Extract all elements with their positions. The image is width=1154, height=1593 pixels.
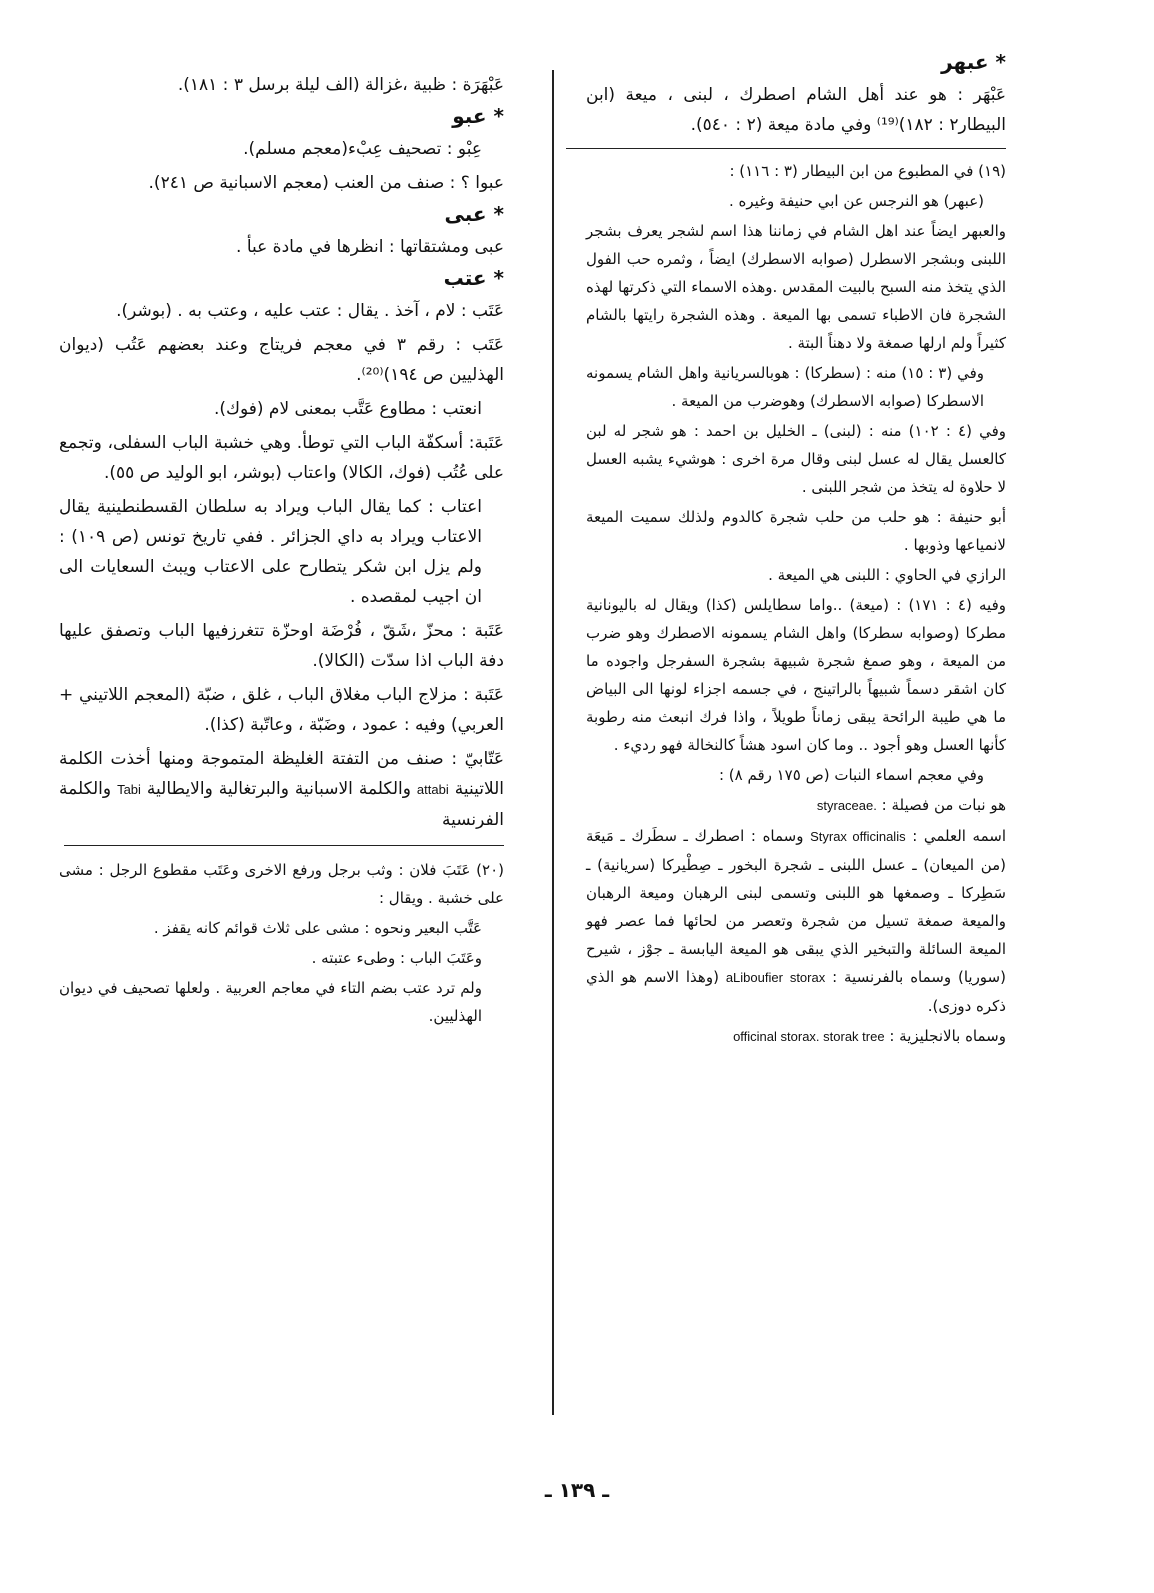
attabi-pre: عَتّابيّ : صنف من التفتة الغليظة المتموجة ومنها أخذت الكلمة اللاتينية bbox=[59, 749, 505, 799]
footnote-paragraph: وفي معجم اسماء النبات (ص ١٧٥ رقم ٨) : bbox=[718, 766, 984, 784]
family-prefix: هو نبات من فصيلة : bbox=[881, 796, 1006, 814]
entry-abhar: عَبْهَر : هو عند أهل الشام اصطرك ، لبنى ، ميعة (ابن البيطار٢ : ١٨٢)⁽¹⁹⁾ وفي مادة ميعة (٢ : ٥٤٠). bbox=[586, 85, 1006, 135]
sci-latin: Styrax officinalis bbox=[810, 829, 906, 844]
family-latin: styraceae. bbox=[816, 798, 877, 813]
right-column bbox=[586, 50, 1006, 1053]
footnote-paragraph: وفيه (٤ : ١٧١) : (ميعة) ..واما سطايلس (كذا) ويقال له باليونانية مطركا (وصوابه سطركا) واهل الشام يسمونه الاصطرك وهو ضرب من الميعة ، وهو صمغ شجرة شبيهة بشجرة السفرجل واجوده ما كان اشقر دسماً شبيهاً بالراتينج ، في جسمه اجزاء لونها الى البياض ما هي طيبة الرائحة يبقى زماناً طويلاً ، واذا فرك انبعث منه رطوبة كأنها العسل وهو أجود .. وما كان اسود هشاً كالنخالة فهو رديء . bbox=[586, 596, 1006, 754]
entry-aba: عبى ومشتقاتها : انظرها في مادة عبأ . bbox=[236, 237, 504, 257]
attabi-latin: attabi bbox=[416, 782, 449, 797]
footnote-paragraph: وفي (٣ : ١٥) منه : (سطركا) : هوبالسريانية واهل الشام يسمونه الاسطركا (صوابه الاسطرك) وهوضرب من الميعة . bbox=[586, 364, 984, 410]
footnote-paragraph: أبو حنيفة : هو حلب من حلب شجرة كالدوم ولذلك سميت الميعة لانمياعها وذوبها . bbox=[586, 508, 1006, 554]
footnote-paragraph: الرازي في الحاوي : اللبنى هي الميعة . bbox=[768, 566, 1006, 584]
entry-itab: اعتاب : كما يقال الباب ويراد به سلطان القسطنطينية يقال الاعتاب ويراد به داي الجزائر . ففي تاريخ تونس (ص ١٠٩) : ولم يزل ابن شكر يتطارح على الاعتاب ويبث السعايات الى ان اجيب لمقصده . bbox=[59, 497, 482, 607]
entry-ataba-1: عَتَبة: أسكفّة الباب التي توطأ. وهي خشبة الباب السفلى، وتجمع على عُتُب (فوك، الكالا) واعتاب (بوشر، ابو الوليد ص ٥٥). bbox=[59, 433, 504, 483]
storax-latin: storax bbox=[789, 970, 826, 985]
footnote-scientific-name bbox=[586, 822, 1006, 1020]
entry-abw-1: عِبْو : تصحيف عِبْء(معجم مسلم). bbox=[243, 139, 482, 159]
entry-abhara: عَبْهَرَة : ظبية ،غزالة (الف ليلة برسل ٣ : ١٨١). bbox=[177, 75, 504, 95]
footnote-line: ولم ترد عتب بضم التاء في معاجم العربية . ولعلها تصحيف في ديوان الهذليين. bbox=[59, 979, 482, 1025]
entry-atab-2: عَتَب : رقم ٣ في معجم فريتاج وعند بعضهم عَتُب (ديوان الهذليين ص ١٩٤)⁽²⁰⁾. bbox=[59, 335, 505, 385]
tabi-latin: Tabi bbox=[117, 782, 141, 797]
footnote-line: وعَتَبَ الباب : وطىء عتبته . bbox=[311, 949, 482, 967]
headword-abhar: * عبهر bbox=[941, 50, 1006, 74]
footnote-family-line bbox=[586, 791, 1006, 820]
headword-atab: * عتب bbox=[443, 266, 504, 290]
english-latin: officinal storax. storak tree bbox=[733, 1029, 885, 1044]
footnote-line: (عبهر) هو النرجس عن ابي حنيفة وغيره . bbox=[728, 192, 984, 210]
entry-ataba-3: عَتَبة : مزلاج الباب مغلاق الباب ، غلق ، ضبّة (المعجم اللاتيني + العربي) وفيه : عمود ، وضَبّة ، وعاتّبة (كذا). bbox=[59, 685, 504, 735]
footnote-paragraph: وفي (٤ : ١٠٢) منه : (لبنى) ـ الخليل بن احمد : هو شجر له لبن كالعسل يقال له عسل لبنى وقال مرة اخرى : هوشيء يشبه العسل لا حلاوة له يتخذ من شجر اللبنى . bbox=[586, 422, 1006, 496]
entry-ataba-2: عَتَبة : محزّ ،شَقّ ، فُرْضَة اوحزّة تتغرزفيها الباب وتصفق عليها دفة الباب اذا سدّت (الكالا). bbox=[59, 621, 504, 671]
footnote-20: (٢٠) عَتَبَ فلان : وثب برجل ورفع الاخرى وعَتَب مقطوع الرجل : مشى على خشبة . ويقال : bbox=[59, 861, 504, 907]
sci-rest: وسماه : اصطرك ـ سطَرك ـ مَيعَة (من الميعان) ـ عسل اللبنى ـ شجرة البخور ـ صِطْيركا (سريانية) ـ سَطِرکا ـ وصمغها هو اللبنى وتسمى لبنى الرهبان وميعة الرهبان والميعة صمغة تسيل من شجرة وتعصر من لحائها فما عصر فهو الميعة السائلة والتبخير الذي يبقى هو الميعة اليابسة ـ جوْز ، شيرح (سوريا) وسماه بالفرنسية : bbox=[586, 827, 1006, 986]
english-prefix: وسماه بالانجليزية : bbox=[889, 1027, 1006, 1045]
footnote-english-name bbox=[586, 1022, 1006, 1051]
page-number: ـ ١٣٩ ـ bbox=[544, 1478, 610, 1502]
footnote-rule bbox=[64, 845, 504, 846]
left-column bbox=[59, 70, 504, 1032]
attabi-mid: والكلمة الاسبانية والبرتغالية والايطالية bbox=[146, 779, 411, 799]
french-latin: aLiboufier bbox=[725, 970, 783, 985]
headword-aba: * عبى bbox=[444, 202, 504, 226]
sci-prefix: اسمه العلمي : bbox=[912, 827, 1006, 845]
column-divider bbox=[552, 70, 554, 1415]
entry-inatab: انعتب : مطاوع عَتَّب بمعنى لام (فوك). bbox=[213, 399, 482, 419]
entry-attabi bbox=[59, 744, 504, 835]
headword-abw: * عبو bbox=[452, 104, 504, 128]
storax-note: (وهذا الاسم هو الذي ذكره دوزی). bbox=[586, 968, 1006, 1015]
footnote-paragraph: والعبهر ايضاً عند اهل الشام في زماننا هذا اسم لشجر يعرف بشجر اللبنى وبشجر الاسطرل (صوابه الاسطرك) ايضاً ، وثمره حب الفول الذي يتخذ منه السبح بالبيت المقدس .وهذه الاسماء التي ذكرتها لهذه الشجرة فان الاطباء تسمى بها الميعة . وهذه الشجرة رايتها بالشام كثيراً ولم ارلها صمغة ولا دهناً البتة . bbox=[586, 222, 1006, 352]
entry-atab-1: عَتَب : لام ، آخذ . يقال : عتب عليه ، وعتب به . (بوشر). bbox=[116, 301, 504, 321]
entry-abw-2: عبوا ؟ : صنف من العنب (معجم الاسبانية ص ٢٤١). bbox=[148, 173, 504, 193]
footnote-rule bbox=[566, 148, 1006, 149]
footnote-19-head: (١٩) في المطبوع من ابن البيطار (٣ : ١١٦) : bbox=[729, 162, 1006, 180]
footnote-line: عَتَّب البعير ونحوه : مشى على ثلاث قوائم كانه يقفز . bbox=[153, 919, 482, 937]
attabi-post: والكلمة الفرنسية bbox=[59, 779, 504, 830]
